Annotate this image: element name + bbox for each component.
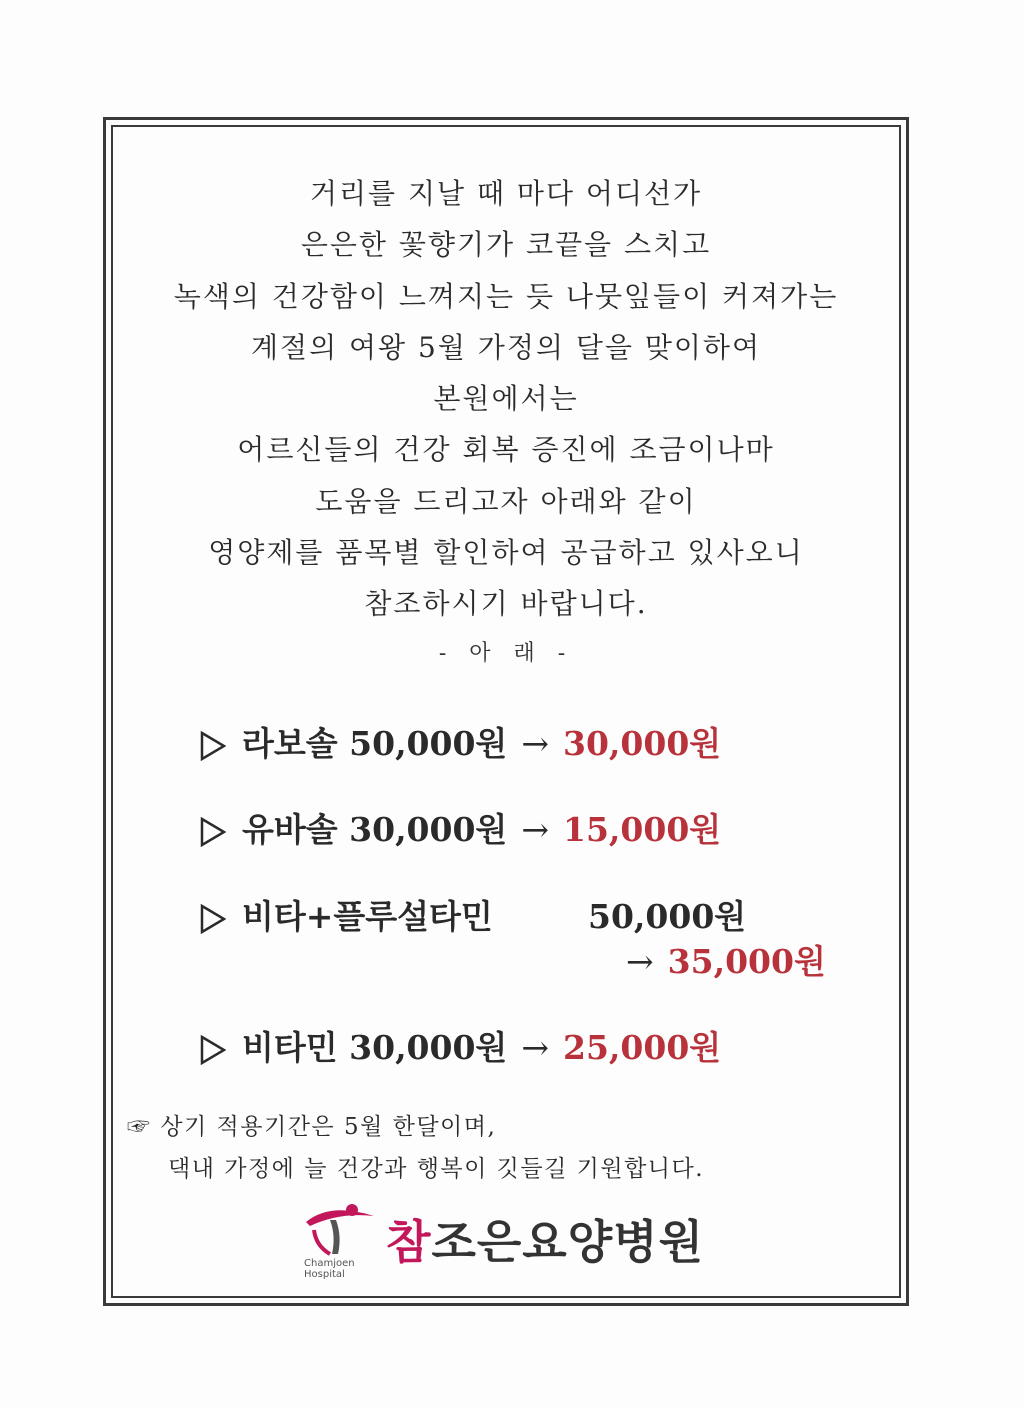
- footnote-text: 상기 적용기간은 5월 한달이며,: [160, 1114, 497, 1140]
- new-price: 30,000원: [562, 724, 722, 763]
- logo-english-line: Chamjoen: [304, 1258, 355, 1269]
- old-price: 50,000원: [588, 897, 747, 936]
- price-row-vitamin: [200, 1022, 721, 1069]
- triangle-bullet-icon: [200, 731, 226, 761]
- intro-line: 본원에서는: [433, 382, 579, 416]
- arrow-icon: →: [521, 810, 549, 849]
- intro-line: 영양제를 품목별 할인하여 공급하고 있사오니: [208, 536, 804, 570]
- intro-paragraph: [111, 168, 901, 630]
- arrow-icon: →: [521, 724, 549, 763]
- price-row-labosol: [200, 718, 721, 765]
- intro-line: 은은한 꽃향기가 코끝을 스치고: [300, 228, 712, 262]
- product-name: 비타+플루설타민: [242, 897, 493, 936]
- intro-line: 계절의 여왕 5월 가정의 달을 맞이하여: [250, 330, 762, 364]
- triangle-bullet-icon: [200, 817, 226, 847]
- new-price: 35,000원: [667, 942, 826, 981]
- intro-line: 거리를 지날 때 마다 어디선가: [309, 177, 703, 210]
- intro-line: 어르신들의 건강 회복 증진에 조금이나마: [237, 433, 775, 467]
- new-price: 15,000원: [562, 810, 722, 849]
- hospital-name: [386, 1206, 704, 1272]
- arrow-icon: →: [521, 1028, 549, 1067]
- triangle-bullet-icon: [200, 904, 226, 934]
- intro-line: 녹색의 건강함이 느껴지는 듯 나뭇잎들이 커져가는: [173, 279, 839, 313]
- triangle-bullet-icon: [200, 1035, 226, 1065]
- product-name: 비타민: [242, 1028, 338, 1067]
- old-price: 50,000원: [349, 724, 508, 763]
- intro-line: 도움을 드리고자 아래와 같이: [315, 484, 697, 518]
- price-row-yubasol: [200, 804, 721, 851]
- footnote-line-2: 댁내 가정에 늘 건강과 행복이 깃들길 기원합니다.: [168, 1156, 705, 1182]
- price-row-vita-plus-new: [612, 936, 826, 983]
- logo-english-line: Hospital: [304, 1269, 345, 1280]
- intro-line: 참조하시기 바랍니다.: [364, 587, 648, 621]
- notice-heading: - 아 래 -: [438, 641, 574, 666]
- product-name: 유바솔: [242, 810, 338, 849]
- arrow-icon: →: [626, 942, 654, 981]
- new-price: 25,000원: [562, 1028, 722, 1067]
- hospital-name-first-char: 참: [386, 1215, 432, 1269]
- price-row-vita-plus: [200, 891, 493, 938]
- hospital-logo: [300, 1200, 720, 1290]
- product-name: 라보솔: [242, 724, 338, 763]
- old-price: 30,000원: [349, 1028, 508, 1067]
- old-price: 30,000원: [349, 810, 508, 849]
- footnote-line-1: [127, 1108, 496, 1141]
- hospital-emblem-icon: [300, 1200, 380, 1262]
- logo-english-name: [304, 1258, 355, 1280]
- hospital-name-rest: 조은요양병원: [431, 1215, 705, 1269]
- pointing-hand-icon: ☞: [127, 1114, 152, 1140]
